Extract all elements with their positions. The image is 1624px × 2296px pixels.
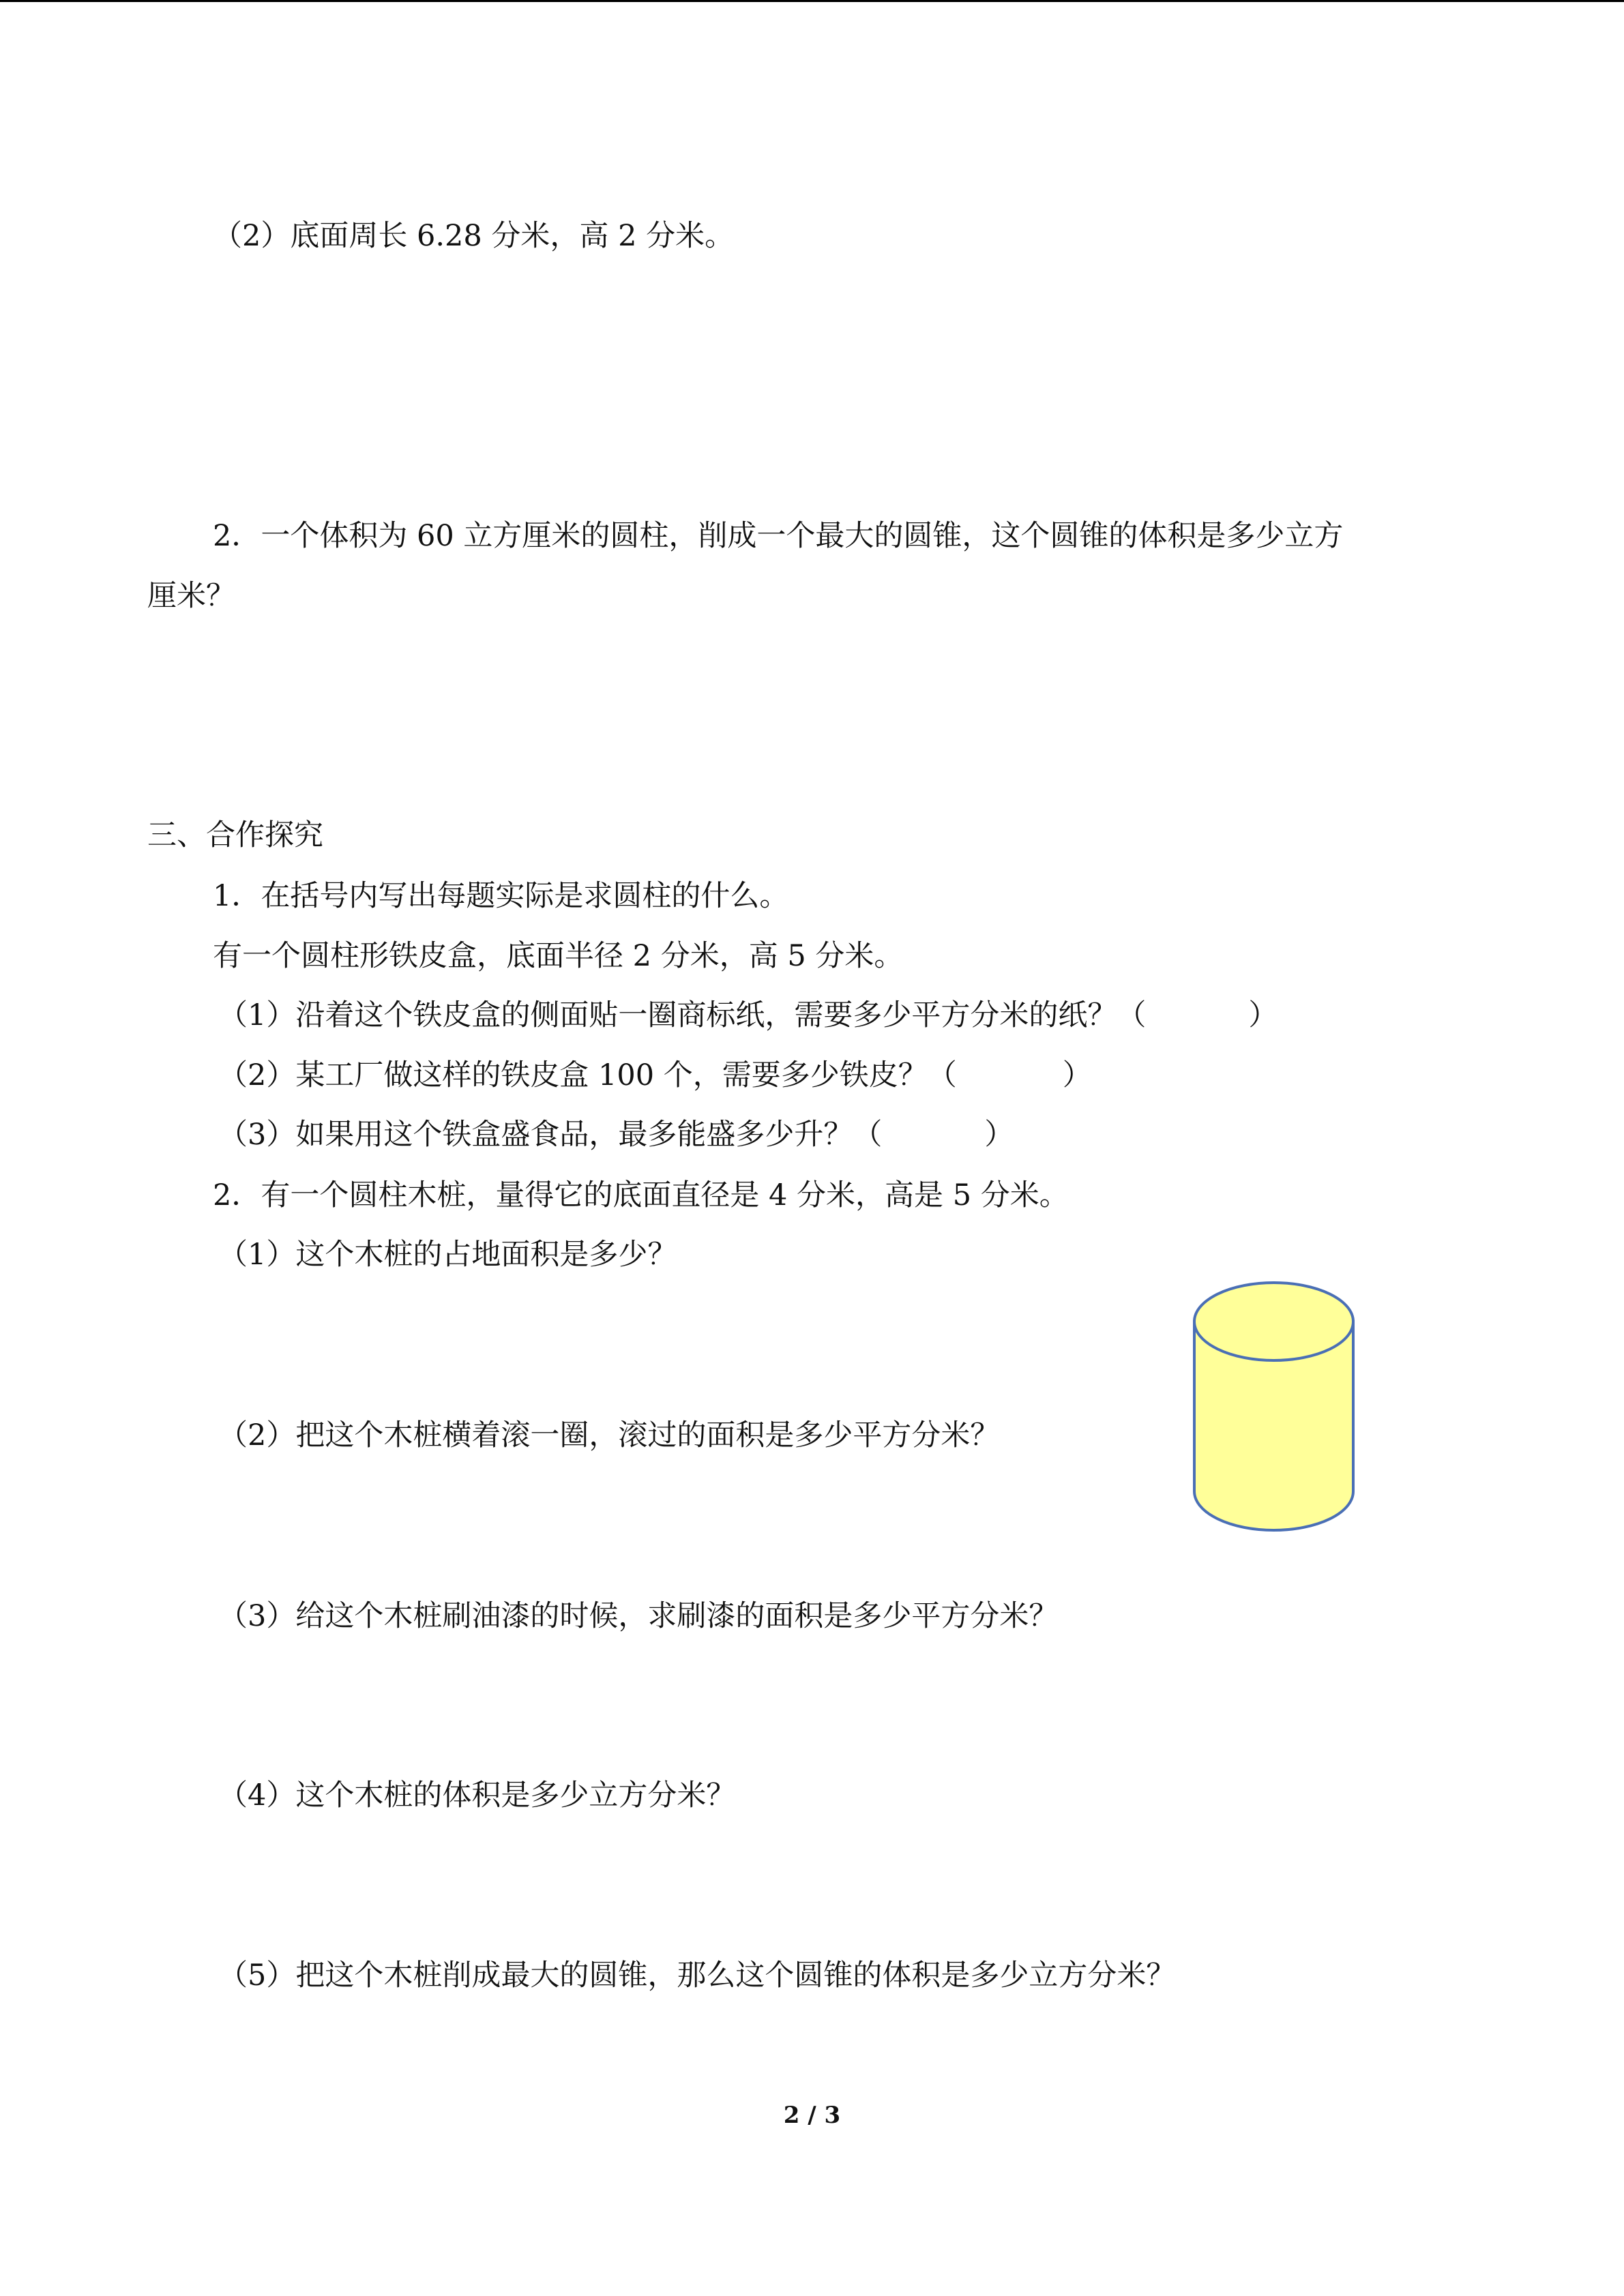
s3-question-1-item-2 [218, 1056, 1092, 1094]
s3-question-2-item-3: （3）给这个木桩刷油漆的时候，求刷漆的面积是多少平方分米？ [218, 1599, 1059, 1633]
cylinder-top-face [1194, 1283, 1353, 1360]
s3-question-2-item-4: （4）这个木桩的体积是多少立方分米？ [218, 1778, 736, 1813]
page-number: 2 / 3 [783, 2102, 841, 2129]
s3-question-2: 2．有一个圆柱木桩，量得它的底面直径是 4 分米，高是 5 分米。 [213, 1178, 1069, 1212]
close-paren: ） [1248, 998, 1278, 1032]
question-2-line-2: 厘米？ [147, 579, 235, 613]
s3-question-1-context: 有一个圆柱形铁皮盒，底面半径 2 分米，高 5 分米。 [213, 939, 904, 973]
cylinder-figure [1190, 1279, 1357, 1534]
close-paren: ） [984, 1118, 1014, 1152]
question-2-line-1: 2．一个体积为 60 立方厘米的圆柱，削成一个最大的圆锥，这个圆锥的体积是多少立方 [213, 519, 1344, 553]
s3-question-2-item-1: （1）这个木桩的占地面积是多少？ [218, 1238, 677, 1272]
s3-q1-item-3-text: （3）如果用这个铁盒盛食品，最多能盛多少升？（ [218, 1118, 883, 1152]
s3-question-2-item-2: （2）把这个木桩横着滚一圈，滚过的面积是多少平方分米？ [218, 1418, 1000, 1452]
s3-question-1-item-3 [218, 1116, 1014, 1154]
section-3-title: 三、合作探究 [147, 818, 323, 852]
s3-question-2-item-5: （5）把这个木桩削成最大的圆锥，那么这个圆锥的体积是多少立方分米？ [218, 1958, 1176, 1993]
close-paren: ） [1062, 1058, 1092, 1092]
top-border-rule [0, 0, 1624, 2]
s3-q1-item-2-text: （2）某工厂做这样的铁皮盒 100 个，需要多少铁皮？（ [218, 1058, 957, 1092]
s3-question-1-item-1 [218, 996, 1278, 1034]
question-1-part-2: （2）底面周长 6.28 分米，高 2 分米。 [213, 219, 735, 253]
s3-question-1: 1．在括号内写出每题实际是求圆柱的什么。 [213, 879, 789, 913]
s3-q1-item-1-text: （1）沿着这个铁皮盒的侧面贴一圈商标纸，需要多少平方分米的纸？（ [218, 998, 1147, 1032]
